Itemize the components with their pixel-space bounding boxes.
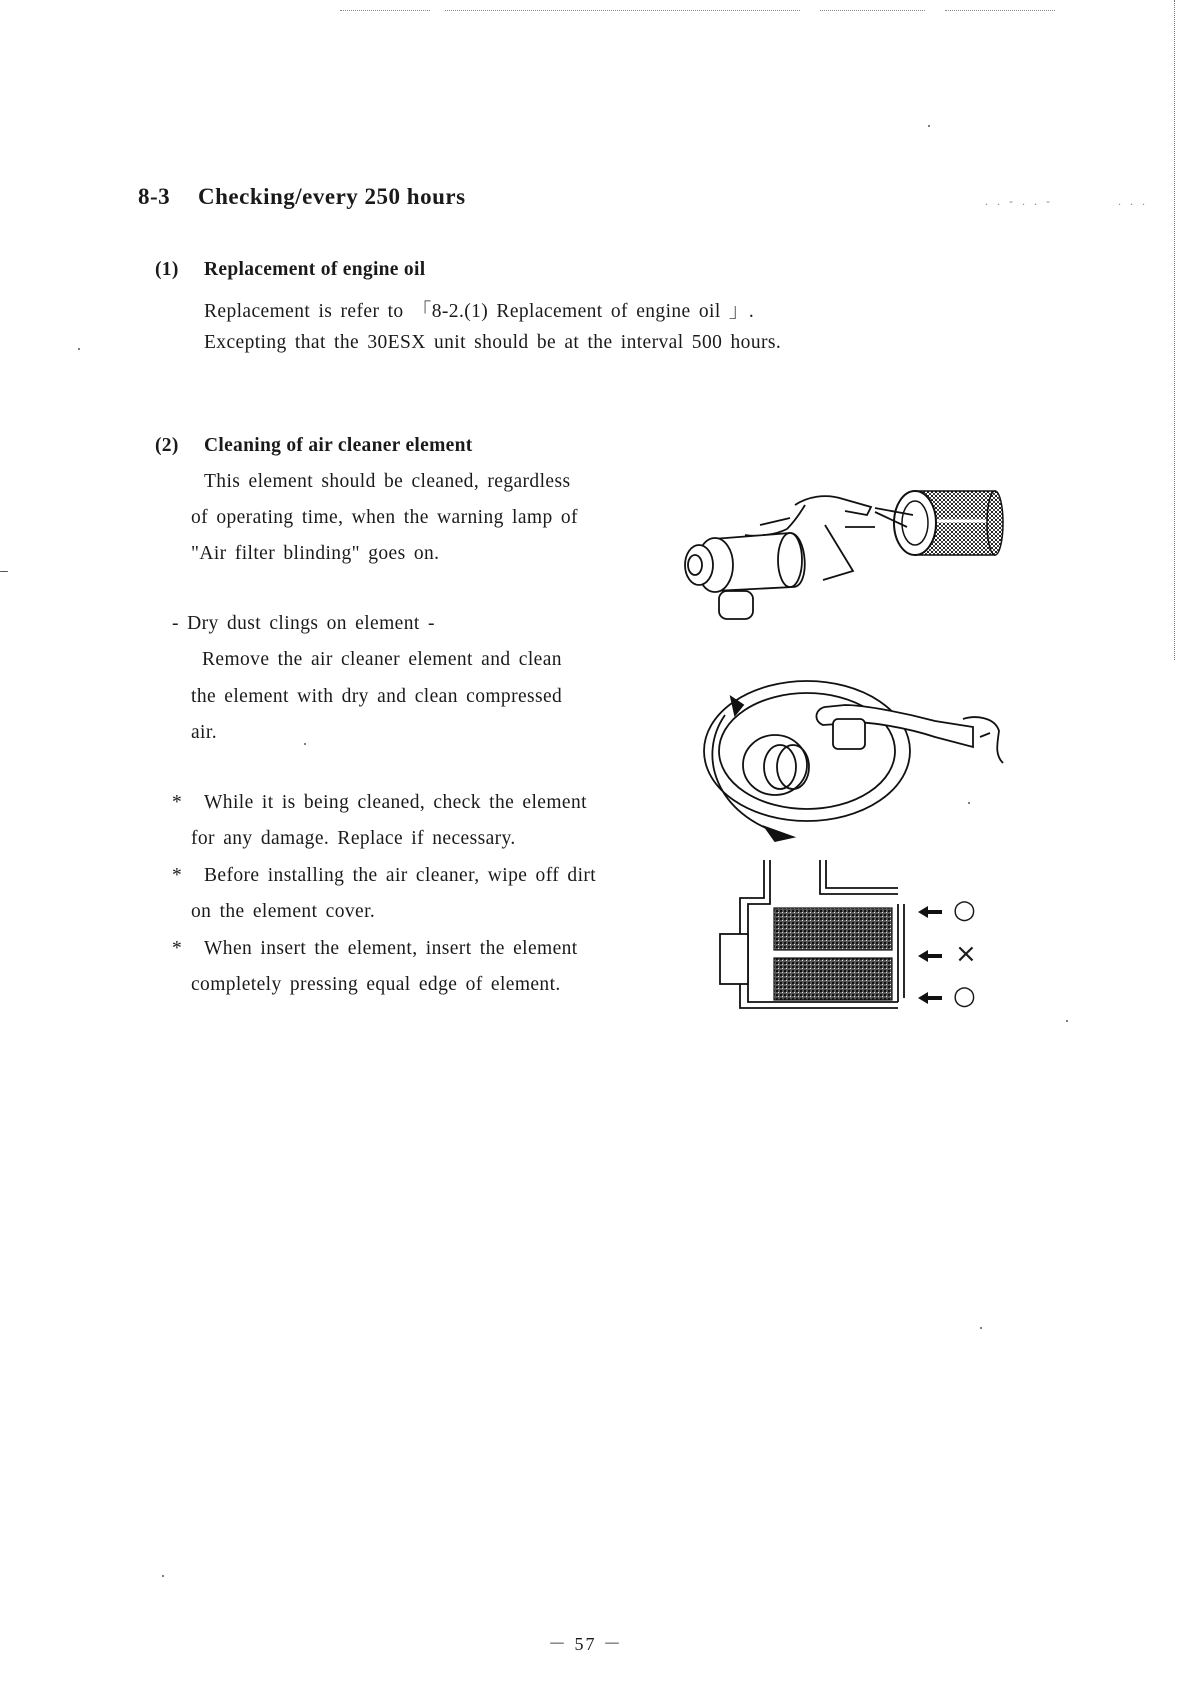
speck [928,125,930,127]
item2-title: Cleaning of air cleaner element [204,435,473,456]
scan-artifact: . . . [1118,194,1148,208]
element-cover-icon [704,681,910,841]
element-insertion-diagram-icon [720,858,990,1018]
note-1-line-2: for any damage. Replace if necessary. [191,828,516,849]
item2-intro-line-3: "Air filter blinding" goes on. [191,543,440,564]
scan-artifact: . . - . . - [985,194,1053,208]
scan-artifact [445,10,800,12]
compressed-air-gun-icon [745,496,913,536]
correct-mark-2: ○ [953,981,976,1011]
dry-line-2: the element with dry and clean compressed [191,686,563,707]
item2-intro-line-2: of operating time, when the warning lamp of [191,507,578,528]
speck [304,743,306,745]
dry-dust-subheading: - Dry dust clings on element - [172,613,435,634]
item2-intro-line-1: This element should be cleaned, regardless [204,471,571,492]
speck [162,1575,164,1577]
item1-number: (1) [155,259,179,280]
scan-artifact [945,10,1055,12]
note-2-line-2: on the element cover. [191,901,376,922]
note-3-line-1: When insert the element, insert the element [204,938,578,959]
item1-line-2: Excepting that the 30ESX unit should be at the interval 500 hours. [204,332,782,353]
note-3-line-2: completely pressing equal edge of element. [191,974,561,995]
item1-line-1: Replacement is refer to 「8-2.(1) Replacement of engine oil 」. [204,301,755,322]
scan-edge-artifact [1174,0,1177,660]
filter-element-icon [894,491,1003,555]
note-1-bullet: * [172,792,183,813]
arrow-left-icon [918,906,942,1004]
note-3-bullet: * [172,938,183,959]
air-cleaner-cleaning-illustration [675,475,1005,665]
scan-artifact [340,10,430,12]
incorrect-mark: × [955,939,977,969]
correct-mark-1: ○ [953,895,976,925]
section-number: 8-3 [138,184,171,209]
dry-line-1: Remove the air cleaner element and clean [202,649,562,670]
item2-number: (2) [155,435,179,456]
item1-title: Replacement of engine oil [204,259,426,280]
scan-artifact [820,10,925,12]
speck [0,571,8,572]
speck [78,348,80,350]
note-1-line-1: While it is being cleaned, check the element [204,792,587,813]
speck [1066,1020,1068,1022]
note-2-bullet: * [172,865,183,886]
speck [980,1327,982,1329]
air-cleaner-housing-icon [685,525,853,619]
dry-line-3: air. [191,722,217,743]
section-title: Checking/every 250 hours [198,184,466,209]
wipe-cover-illustration [705,675,1005,850]
note-2-line-1: Before installing the air cleaner, wipe off dirt [204,865,597,886]
page-number: － 57 － [548,1634,623,1654]
